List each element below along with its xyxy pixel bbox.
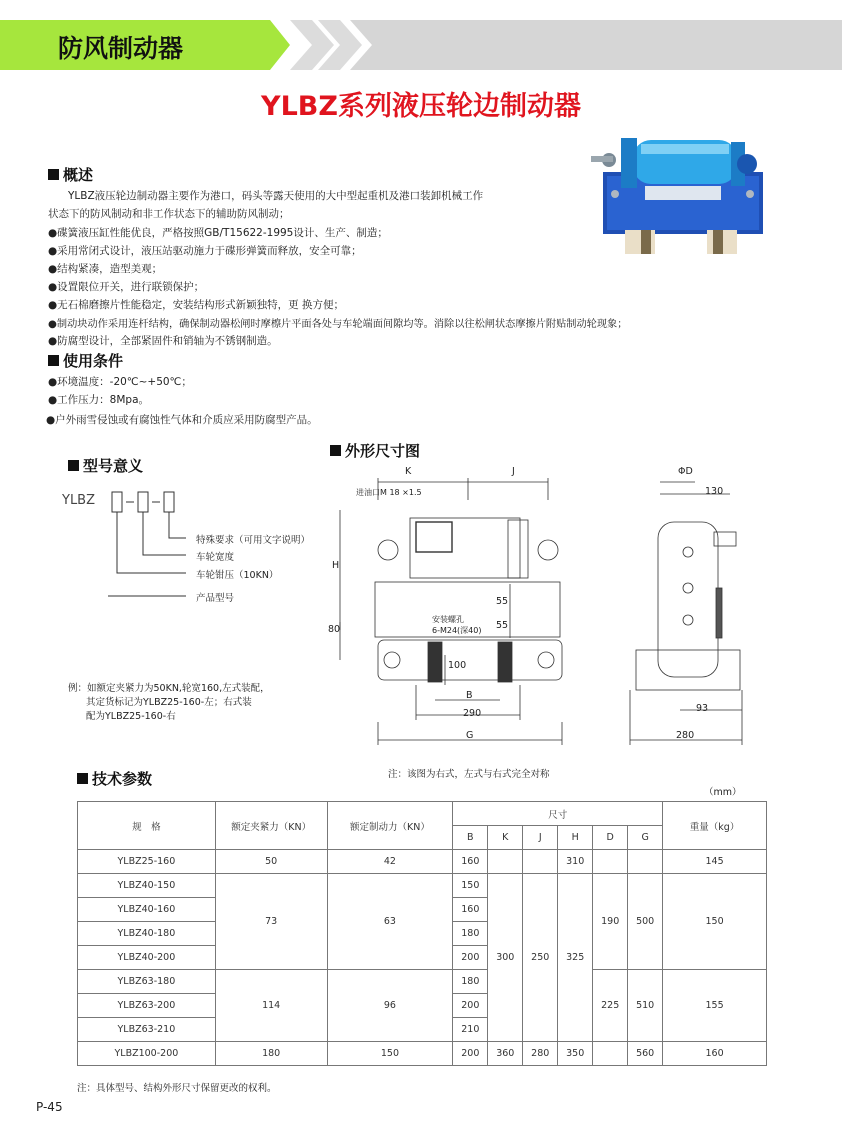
overview-bullet: ●防腐型设计，全部紧固件和销轴为不锈钢制造。	[48, 335, 278, 347]
model-code: YLBZ	[62, 493, 96, 508]
cell-model: YLBZ63-200	[78, 994, 216, 1018]
cell-model: YLBZ40-160	[78, 898, 216, 922]
product-photo	[585, 132, 780, 257]
model-meaning-heading: 型号意义	[68, 455, 143, 476]
conditions-bullet: ●户外雨雪侵蚀或有腐蚀性气体和介质应采用防腐型产品。	[46, 414, 318, 426]
tech-heading: 技术参数	[77, 768, 152, 789]
page-number: P-45	[36, 1100, 63, 1114]
header-J: J	[523, 826, 558, 850]
cell-H: 350	[558, 1042, 593, 1066]
header-H: H	[558, 826, 593, 850]
overview-intro-1: YLBZ液压轮边制动器主要作为港口，码头等露天使用的大中型起重机及港口装卸机械工作	[68, 190, 484, 202]
dim-phiD: ΦD	[678, 466, 693, 477]
model-diagram	[108, 488, 188, 608]
overview-bullet: ●结构紧凑，造型美观；	[48, 263, 163, 275]
dim-holes2: 6-M24(深40)	[432, 626, 482, 635]
cell-D: 190	[593, 874, 628, 970]
dim-55a: 55	[496, 596, 509, 607]
example-line-2: 其定货标记为YLBZ25-160-左；右式装	[86, 697, 252, 708]
cell-D: 225	[593, 970, 628, 1042]
cell-J: 280	[523, 1042, 558, 1066]
header-K: K	[488, 826, 523, 850]
banner-title: 防风制动器	[58, 34, 184, 63]
unit-label: （mm）	[704, 787, 742, 798]
cell-G: 510	[628, 970, 663, 1042]
model-label-width: 车轮宽度	[196, 552, 235, 563]
drawing-note: 注：该图为右式，左式与右式完全对称	[388, 769, 550, 780]
header-weight: 重量（kg）	[663, 802, 767, 850]
overview-bullet: ●设置限位开关，进行联锁保护；	[48, 281, 205, 293]
dim-280: 280	[676, 730, 695, 741]
cell-B: 180	[453, 970, 488, 994]
header-B: B	[453, 826, 488, 850]
dim-G: G	[466, 730, 474, 741]
cell-B: 200	[453, 946, 488, 970]
dim-thread: 进油口M 18 ×1.5	[356, 488, 422, 497]
table-row	[78, 970, 767, 994]
page-title: YLBZ系列液压轮边制动器	[261, 91, 581, 122]
conditions-bullet: ●工作压力：8Mpa。	[48, 394, 150, 406]
table-footnote: 注：具体型号、结构外形尺寸保留更改的权利。	[77, 1083, 277, 1094]
dim-93: 93	[696, 703, 709, 714]
cell-J: 250	[523, 874, 558, 1042]
spec-table	[77, 801, 767, 1066]
cell-K	[488, 850, 523, 874]
header-G: G	[628, 826, 663, 850]
conditions-heading: 使用条件	[48, 350, 123, 371]
cell-G: 560	[628, 1042, 663, 1066]
cell-B: 210	[453, 1018, 488, 1042]
table-row	[78, 850, 767, 874]
dim-100: 100	[448, 660, 467, 671]
cell-G: 500	[628, 874, 663, 970]
cell-H: 310	[558, 850, 593, 874]
cell-model: YLBZ40-180	[78, 922, 216, 946]
dimension-drawing	[320, 460, 760, 760]
cell-weight: 145	[663, 850, 767, 874]
cell-weight: 150	[663, 874, 767, 970]
table-row	[78, 874, 767, 898]
example-line-1: 例：如额定夹紧力为50KN,轮宽160,左式装配，	[68, 683, 270, 694]
overview-intro-2: 状态下的防风制动和非工作状态下的辅助防风制动；	[48, 208, 290, 220]
cell-brake: 63	[327, 874, 453, 970]
cell-model: YLBZ40-200	[78, 946, 216, 970]
overview-heading: 概述	[48, 164, 93, 185]
cell-G	[628, 850, 663, 874]
header-dims: 尺寸	[453, 802, 663, 826]
dim-B: B	[466, 690, 473, 701]
cell-B: 180	[453, 922, 488, 946]
dim-290: 290	[463, 708, 482, 719]
square-bullet-icon	[48, 169, 59, 180]
model-label-product: 产品型号	[196, 593, 235, 604]
cell-K: 300	[488, 874, 523, 1042]
cell-K: 360	[488, 1042, 523, 1066]
header-clamp: 额定夹紧力（KN）	[215, 802, 327, 850]
dim-K: K	[405, 466, 412, 477]
dim-80: 80	[328, 624, 341, 635]
dim-130: 130	[705, 486, 724, 497]
cell-B: 200	[453, 994, 488, 1018]
dim-H: H	[332, 560, 340, 571]
header-banner	[0, 20, 842, 70]
cell-model: YLBZ100-200	[78, 1042, 216, 1066]
square-bullet-icon	[330, 445, 341, 456]
overview-bullet: ●碟簧液压缸性能优良，严格按照GB/T15622-1995设计、生产、制造；	[48, 227, 388, 239]
overview-bullet: ●制动块动作采用连杆结构，确保制动器松闸时摩檫片平面各处与车轮端面间隙均等。消除以往松闸状态摩擦片附贴制动轮现象；	[48, 319, 628, 330]
cell-model: YLBZ40-150	[78, 874, 216, 898]
cell-clamp: 50	[215, 850, 327, 874]
banner-gray-block	[350, 20, 842, 70]
cell-J	[523, 850, 558, 874]
cell-B: 160	[453, 850, 488, 874]
cell-brake: 96	[327, 970, 453, 1042]
cell-B: 200	[453, 1042, 488, 1066]
cell-D	[593, 850, 628, 874]
dim-55b: 55	[496, 620, 509, 631]
header-brake: 额定制动力（KN）	[327, 802, 453, 850]
cell-D	[593, 1042, 628, 1066]
header-D: D	[593, 826, 628, 850]
cell-clamp: 180	[215, 1042, 327, 1066]
model-label-clamp: 车轮钳压（10KN）	[196, 570, 279, 581]
conditions-bullet: ●环境温度：-20℃~+50℃；	[48, 376, 192, 388]
cell-brake: 42	[327, 850, 453, 874]
cell-weight: 160	[663, 1042, 767, 1066]
cell-H: 325	[558, 874, 593, 1042]
overview-bullet: ●采用常闭式设计，液压站驱动施力于碟形弹簧而释放，安全可靠；	[48, 245, 362, 257]
table-header-row	[78, 802, 767, 826]
square-bullet-icon	[48, 355, 59, 366]
dim-holes: 安装螺孔	[432, 615, 464, 624]
table-row	[78, 1042, 767, 1066]
example-line-3: 配为YLBZ25-160-右	[86, 711, 176, 722]
cell-weight: 155	[663, 970, 767, 1042]
cell-model: YLBZ63-180	[78, 970, 216, 994]
cell-brake: 150	[327, 1042, 453, 1066]
cell-clamp: 73	[215, 874, 327, 970]
cell-B: 150	[453, 874, 488, 898]
header-model: 规 格	[78, 802, 216, 850]
cell-model: YLBZ25-160	[78, 850, 216, 874]
cell-clamp: 114	[215, 970, 327, 1042]
dim-J: J	[512, 466, 515, 477]
drawing-heading: 外形尺寸图	[330, 440, 420, 461]
cell-model: YLBZ63-210	[78, 1018, 216, 1042]
square-bullet-icon	[68, 460, 79, 471]
overview-bullet: ●无石棉磨擦片性能稳定，安装结构形式新颖独特，更 换方便；	[48, 299, 344, 311]
model-label-special: 特殊要求（可用文字说明）	[196, 535, 311, 546]
cell-B: 160	[453, 898, 488, 922]
square-bullet-icon	[77, 773, 88, 784]
